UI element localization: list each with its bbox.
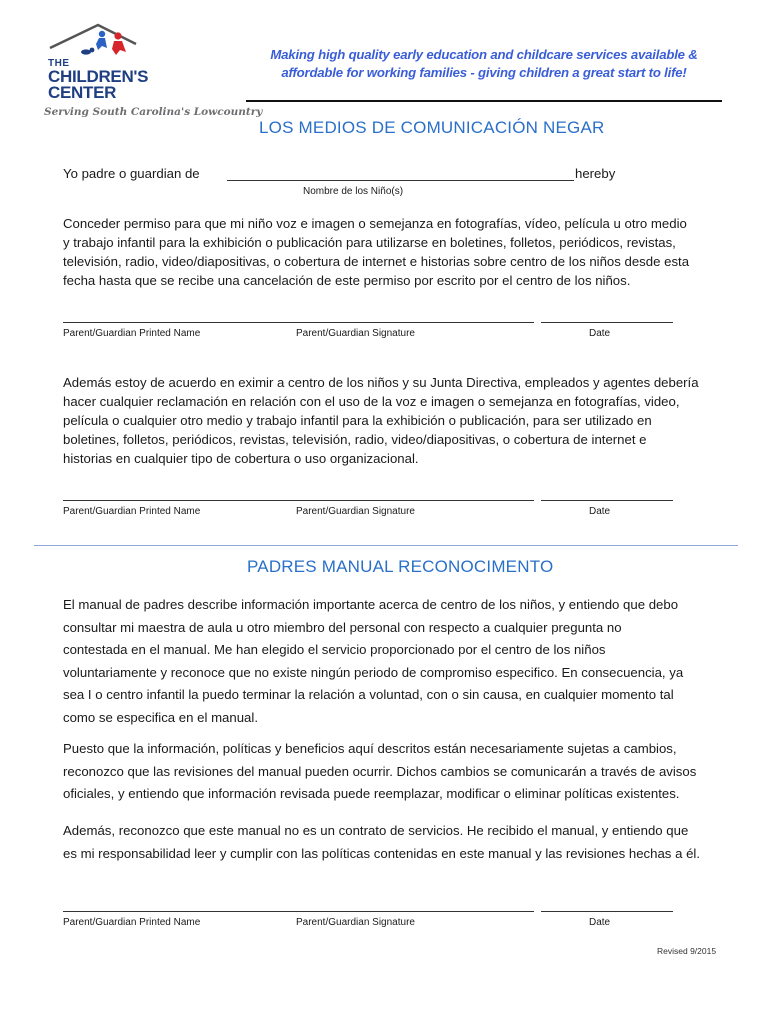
guardian-suffix: hereby [575, 166, 616, 181]
date-field[interactable] [541, 911, 673, 912]
logo-tagline: Serving South Carolina's Lowcountry [44, 106, 263, 118]
section-title-manual-acknowledgement: PADRES MANUAL RECONOCIMENTO [247, 557, 554, 576]
section-title-media-release: LOS MEDIOS DE COMUNICACIÓN NEGAR [259, 118, 605, 137]
paragraph-line: película o cualquier otro medio y trabajo infantil para la exhibición o publicación, para ser utilizado en [63, 413, 652, 428]
paragraph-line: boletines, folletos, periódicos, revistas, televisión, radio, video/diapositivas, o cobertura de internet e [63, 432, 647, 447]
paragraph-line: televisión, radio, video/diapositivas, o cobertura de internet e historias sobre centro de los niños desde esta [63, 254, 690, 269]
date-field[interactable] [541, 500, 673, 501]
date-field[interactable] [541, 322, 673, 323]
paragraph-line: como se especifica en el manual. [63, 709, 258, 725]
paragraph-line: Además estoy de acuerdo en eximir a centro de los niños y su Junta Directiva, empleados y agentes debería [63, 375, 699, 390]
header-rule [246, 100, 722, 102]
paragraph-line: Además, reconozco que este manual no es un contrato de servicios. He recibido el manual, y entiendo que [63, 823, 689, 838]
tagline-line: affordable for working families - giving children a great start to life! [281, 65, 687, 80]
section-divider [34, 545, 738, 546]
date-label: Date [589, 506, 611, 517]
paragraph-line: contestada en el manual. Me han elegido el servicio proporcionado por el centro de los niños [63, 642, 606, 657]
paragraph-line: fecha hasta que se recibe una cancelación de este permiso por escrito por el centro de los niños. [63, 273, 631, 288]
paragraph-line: Puesto que la información, políticas y beneficios aquí descritos están necesariamente sujetas a cambios, [63, 741, 677, 756]
child-name-field[interactable] [227, 180, 574, 181]
printed-name-signature-field[interactable] [63, 500, 534, 501]
not-a-contract-paragraph [63, 820, 723, 865]
logo-text-childrens: CHILDREN'S [48, 67, 149, 86]
printed-name-signature-field[interactable] [63, 911, 534, 912]
organization-logo [44, 22, 263, 122]
logo-text-the: THE [48, 58, 70, 69]
paragraph-line: es mi responsabilidad leer y cumplir con las políticas contenidas en este manual y las revisiones hechas a él. [63, 845, 700, 861]
header-tagline [248, 46, 720, 82]
house-roof-icon [44, 22, 244, 62]
printed-name-label: Parent/Guardian Printed Name [63, 506, 201, 517]
signature-label: Parent/Guardian Signature [296, 917, 415, 928]
printed-name-label: Parent/Guardian Printed Name [63, 328, 201, 339]
policy-changes-paragraph [63, 738, 723, 806]
paragraph-line: consultar mi maestra de aula u otro miembro del personal con respecto a cualquier pregunta no [63, 619, 622, 635]
child-name-label: Nombre de los Niño(s) [303, 186, 404, 197]
date-label: Date [589, 917, 611, 928]
manual-paragraph [63, 594, 723, 729]
paragraph-line: hacer cualquier reclamación en relación con el uso de la voz e imagen o semejanza en fotografías, video, [63, 394, 680, 409]
guardian-prefix: Yo padre o guardian de [63, 166, 200, 181]
paragraph-line: El manual de padres describe información importante acerca de centro de los niños, y entiendo que debo [63, 597, 679, 612]
signature-label: Parent/Guardian Signature [296, 328, 415, 339]
date-label: Date [589, 328, 611, 339]
revision-note: Revised 9/2015 [657, 946, 717, 956]
logo-text-center: CENTER [48, 83, 117, 102]
release-of-claims-paragraph [63, 373, 723, 468]
paragraph-line: historias en cualquier tipo de cobertura o uso organizacional. [63, 451, 419, 466]
signature-label: Parent/Guardian Signature [296, 506, 415, 517]
paragraph-line: oficiales, y entiendo que información revisada puede reemplazar, modificar o eliminar políticas existentes. [63, 786, 680, 801]
printed-name-label: Parent/Guardian Printed Name [63, 917, 201, 928]
paragraph-line: voluntariamente y reconoce que no existe ningún periodo de compromiso especifico. En consecuencia, ya [63, 664, 684, 680]
printed-name-signature-field[interactable] [63, 322, 534, 323]
paragraph-line: reconozco que las revisiones del manual pueden ocurrir. Dichos cambios se comunicarán a través de avisos [63, 763, 697, 779]
media-release-paragraph [63, 214, 723, 290]
paragraph-line: Conceder permiso para que mi niño voz e imagen o semejanza en fotografías, vídeo, película u otro medio [63, 216, 687, 231]
paragraph-line: sea I o centro infantil la puedo terminar la relación a voluntad, con o sin causa, en cualquier momento tal [63, 687, 674, 702]
tagline-line: Making high quality early education and childcare services available & [270, 47, 698, 62]
paragraph-line: y trabajo infantil para la exhibición o publicación para utilizarse en boletines, folletos, periódicos, revistas, [63, 235, 676, 250]
